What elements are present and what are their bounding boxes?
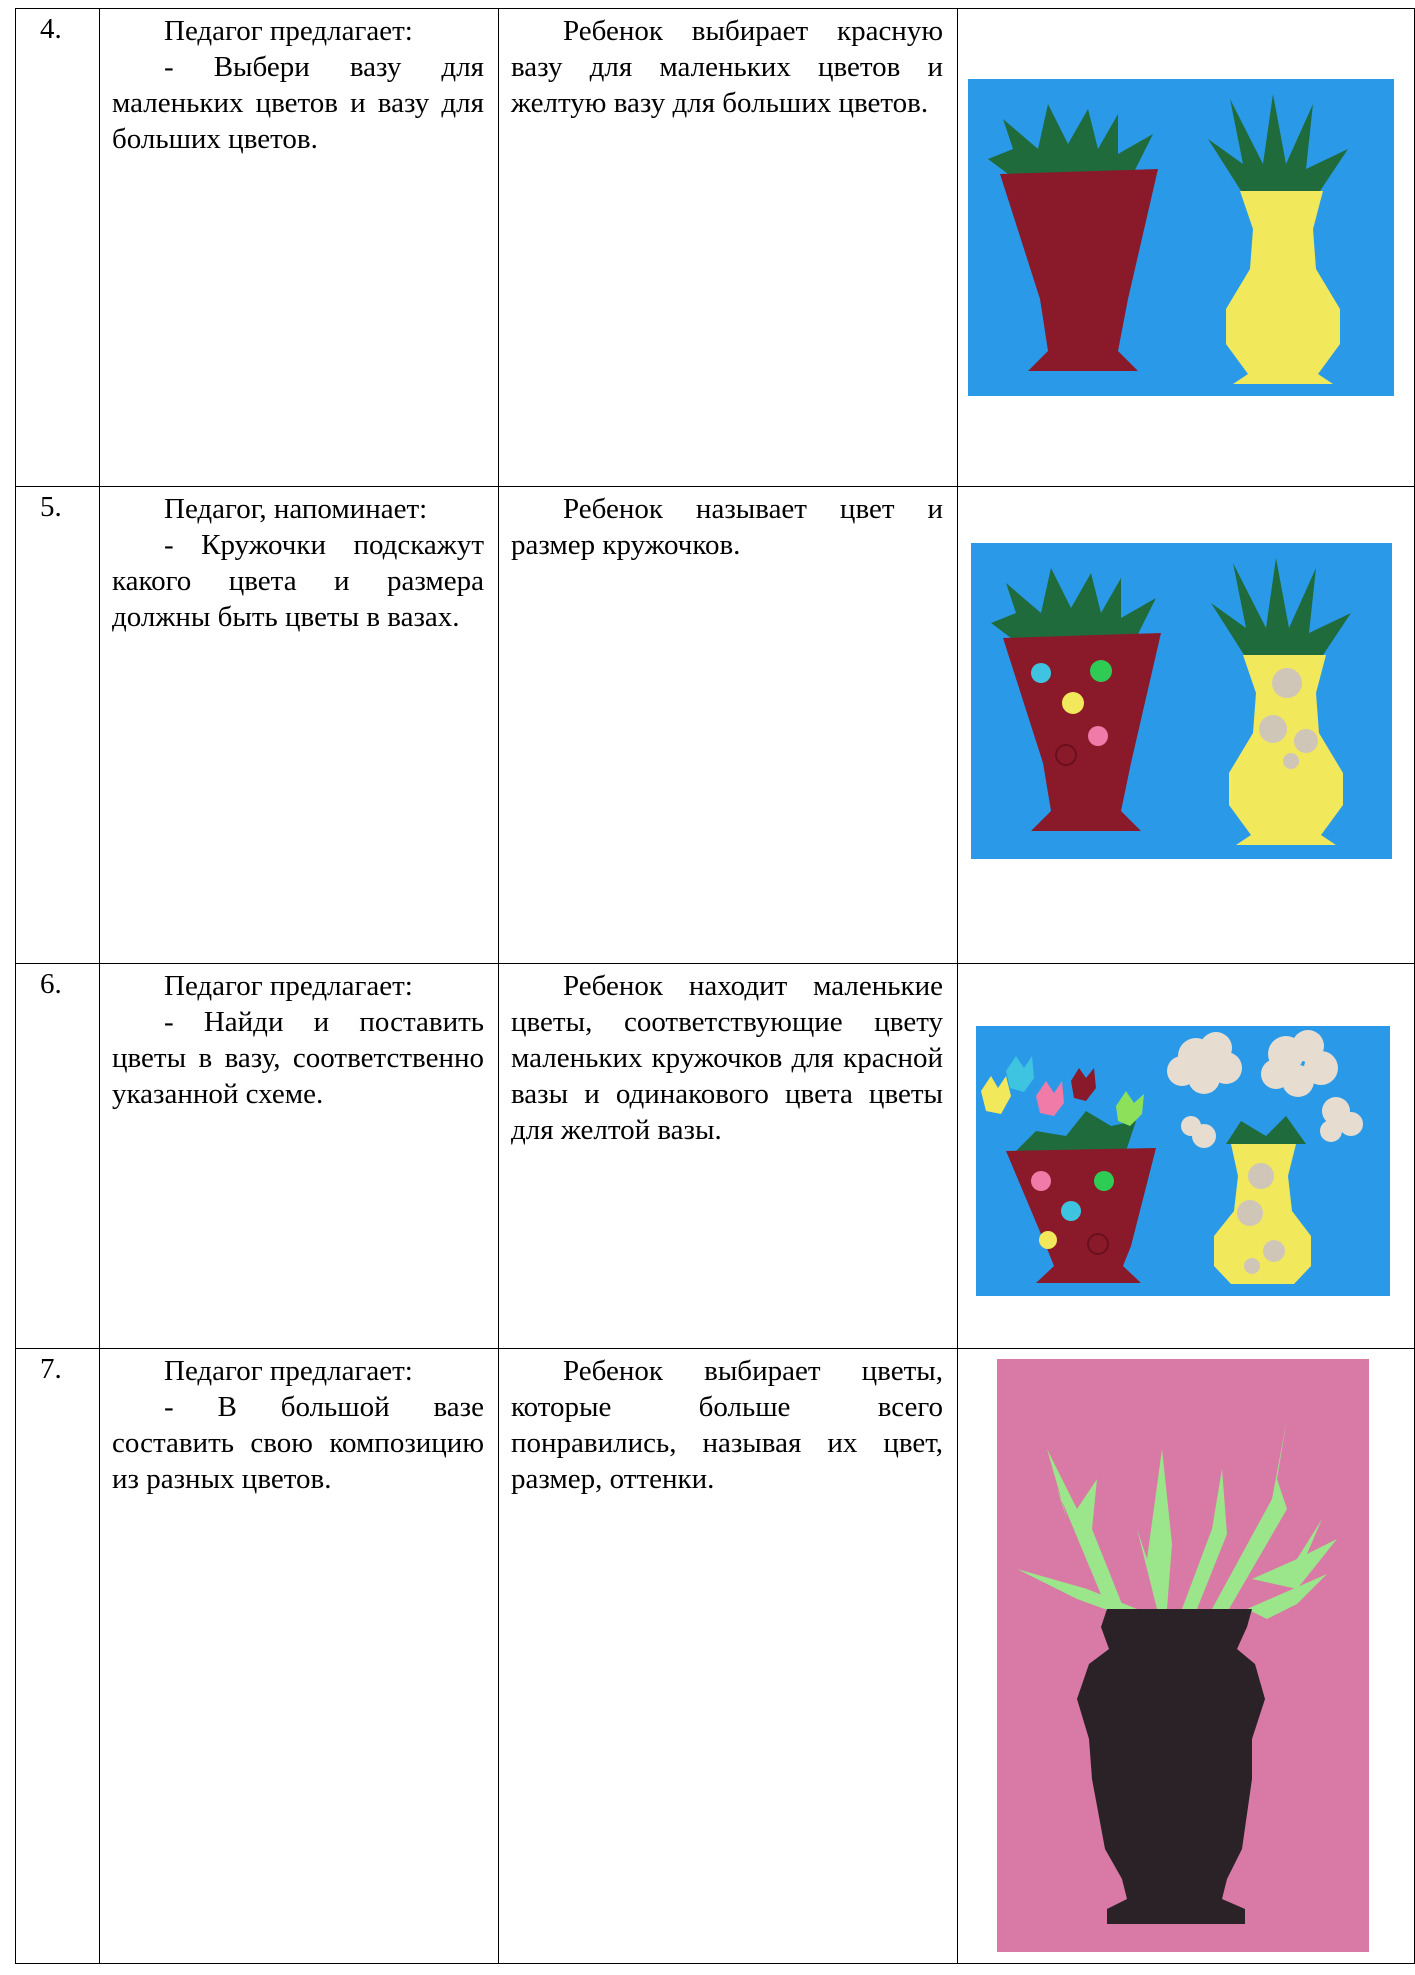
- step-number-cell: [16, 964, 100, 1349]
- step-number-cell: [16, 9, 100, 487]
- image-cell: [958, 964, 1415, 1349]
- teacher-intro: Педагог предлагает:: [164, 1355, 413, 1387]
- table-row: [16, 9, 1415, 487]
- teacher-instruction: - В большой вазе составить свою композицию из разных цветов.: [112, 1391, 484, 1495]
- teacher-instruction: - Найди и поставить цветы в вазу, соответственно указанной схеме.: [112, 1006, 484, 1110]
- teacher-instruction: - Выбери вазу для маленьких цветов и вазу для больших цветов.: [112, 51, 484, 155]
- child-action: Ребенок выбирает цветы, которые больше всего понравились, называя их цвет, размер, оттенки.: [511, 1355, 943, 1495]
- child-cell: [499, 1349, 958, 1964]
- image-cell: [958, 487, 1415, 964]
- vases-photo: [968, 79, 1394, 396]
- image-cell: [958, 1349, 1415, 1964]
- teacher-cell: [100, 1349, 499, 1964]
- vases-circles-photo: [971, 543, 1392, 859]
- teacher-instruction: - Кружочки подскажут какого цвета и размера должны быть цветы в вазах.: [112, 529, 484, 633]
- teacher-intro: Педагог предлагает:: [164, 15, 413, 47]
- teacher-intro: Педагог, напоминает:: [164, 493, 428, 525]
- step-number: 4.: [40, 13, 62, 45]
- table-row: [16, 487, 1415, 964]
- child-cell: [499, 9, 958, 487]
- table-row: [16, 1349, 1415, 1964]
- image-cell: [958, 9, 1415, 487]
- teacher-intro: Педагог предлагает:: [164, 970, 413, 1002]
- child-action: Ребенок называет цвет и размер кружочков.: [511, 493, 943, 561]
- teacher-cell: [100, 964, 499, 1349]
- child-action: Ребенок выбирает красную вазу для маленьких цветов и желтую вазу для больших цветов.: [511, 15, 943, 119]
- table-row: [16, 964, 1415, 1349]
- step-number-cell: [16, 1349, 100, 1964]
- step-number: 6.: [40, 968, 62, 1000]
- teacher-cell: [100, 9, 499, 487]
- lesson-steps-table: [15, 8, 1415, 1964]
- step-number-cell: [16, 487, 100, 964]
- child-action: Ребенок находит маленькие цветы, соответствующие цвету маленьких кружочков для красной вазы и одинакового цвета цветы для желтой вазы.: [511, 970, 943, 1146]
- vases-flowers-photo: [976, 1026, 1390, 1296]
- step-number: 5.: [40, 491, 62, 523]
- child-cell: [499, 964, 958, 1349]
- black-vase-photo: [997, 1359, 1369, 1952]
- child-cell: [499, 487, 958, 964]
- teacher-cell: [100, 487, 499, 964]
- step-number: 7.: [40, 1353, 62, 1385]
